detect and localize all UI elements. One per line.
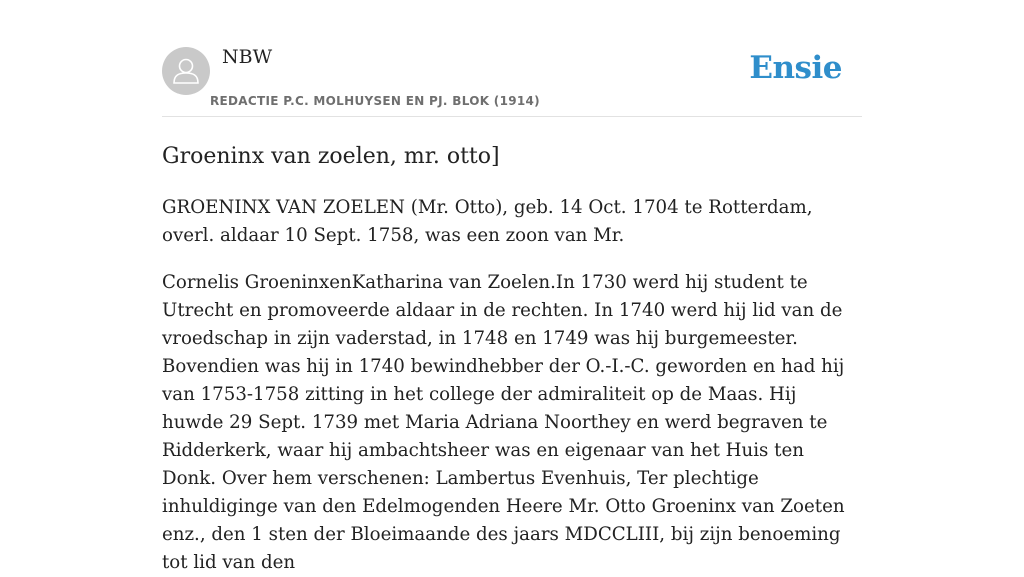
- person-icon: [162, 47, 210, 95]
- article-header: [162, 0, 862, 117]
- article-title: Groeninx van zoelen, mr. otto]: [162, 144, 500, 169]
- article-paragraph: GROENINX VAN ZOELEN (Mr. Otto), geb. 14 Oct. 1704 te Rotterdam, overl. aldaar 10 Sept. 1758, was een zoon van Mr.: [162, 197, 813, 246]
- article-paragraph: Cornelis GroeninxenKatharina van Zoelen.In 1730 werd hij student te Utrecht en promoveerde aldaar in de rechten. In 1740 werd hij lid van de vroedschap in zijn vaderstad, in 1748 en 1749 was hij burgemeester. Bovendien was hij in 1740 bewindhebber der O.-I.-C. geworden en had hij van 1753-1758 zitting in het college der admiraliteit op de Maas. Hij huwde 29 Sept. 1739 met Maria Adriana Noorthey en werd begraven te Ridderkerk, waar hij ambachtsheer was en eigenaar van het Huis ten Donk. Over hem verschenen: Lambertus Evenhuis, Ter plechtige inhuldiginge van den Edelmogenden Heere Mr. Otto Groeninx van Zoeten enz., den 1 sten der Bloeimaande des jaars MDCCLIII, bij zijn benoeming tot lid van den: [162, 272, 845, 573]
- page: [162, 0, 862, 577]
- brand-logo[interactable]: Ensie: [749, 50, 842, 86]
- source-name[interactable]: NBW: [222, 46, 273, 68]
- source-subtitle: REDACTIE P.C. MOLHUYSEN EN PJ. BLOK (1914): [210, 94, 540, 108]
- user-avatar-icon[interactable]: [162, 47, 210, 95]
